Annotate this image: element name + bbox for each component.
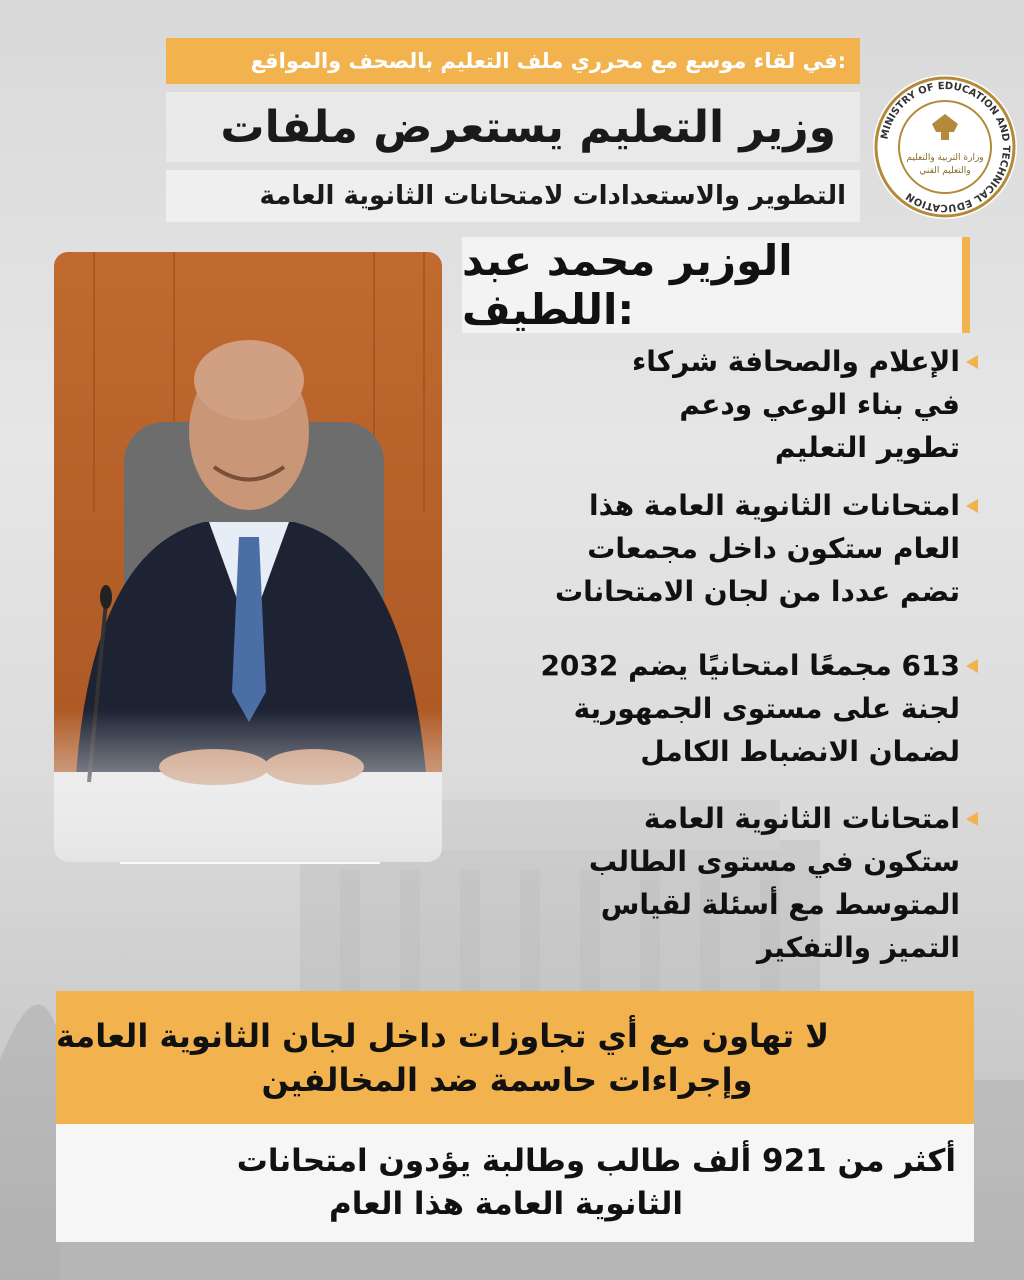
- warning-line: وإجراءات حاسمة ضد المخالفين: [261, 1060, 753, 1099]
- header-kicker-banner: [166, 38, 860, 84]
- page-subtitle: التطوير والاستعدادات لامتحانات الثانوية العامة: [259, 181, 846, 211]
- ministry-seal-logo: [870, 72, 1020, 222]
- minister-label-box: [462, 237, 970, 333]
- svg-text:MINISTRY OF EDUCATION AND TECH: MINISTRY OF EDUCATION AND TECHNICAL EDUCATION: [879, 80, 1012, 214]
- bullet-item: [470, 484, 960, 613]
- svg-text:والتعليم الفني: والتعليم الفني: [919, 166, 971, 176]
- bullet-line: التميز والتفكير: [756, 931, 960, 964]
- bullet-line: امتحانات الثانوية العامة: [643, 802, 960, 835]
- bullet-arrow-icon: [966, 499, 978, 513]
- title-box: [166, 92, 860, 162]
- stat-box: [56, 1124, 974, 1242]
- bullet-line: تضم عددا من لجان الامتحانات: [554, 575, 960, 608]
- subtitle-box: [166, 170, 860, 222]
- bullet-line: تطوير التعليم: [774, 431, 960, 464]
- stat-line: الثانوية العامة هذا العام: [329, 1186, 684, 1222]
- bullet-arrow-icon: [966, 659, 978, 673]
- warning-line: لا تهاون مع أي تجاوزات داخل لجان الثانوية العامة: [56, 1016, 830, 1055]
- bullet-arrow-icon: [966, 812, 978, 826]
- bullet-arrow-icon: [966, 355, 978, 369]
- bullet-line: 613 مجمعًا امتحانيًا يضم 2032: [540, 649, 960, 682]
- bullet-line: الإعلام والصحافة شركاء: [631, 345, 960, 378]
- bullet-line: العام ستكون داخل مجمعات: [587, 532, 960, 565]
- bullet-item: [470, 340, 960, 469]
- bullet-item: [470, 644, 960, 773]
- minister-accent-bar: [962, 237, 970, 333]
- bullet-line: لضمان الانضباط الكامل: [640, 735, 960, 768]
- header-kicker: في لقاء موسع مع محرري ملف التعليم بالصحف والمواقع:: [250, 49, 846, 73]
- bullet-line: امتحانات الثانوية العامة هذا: [588, 489, 960, 522]
- photo-underline-divider: [120, 862, 380, 864]
- warning-box: [56, 991, 974, 1124]
- stat-line: أكثر من 921 ألف طالب وطالبة يؤدون امتحانات: [236, 1143, 956, 1179]
- minister-photo: [54, 252, 442, 862]
- bullet-line: لجنة على مستوى الجمهورية: [573, 692, 960, 725]
- page-title: وزير التعليم يستعرض ملفات: [220, 101, 836, 153]
- bullet-item: [470, 797, 960, 969]
- bullet-line: ستكون في مستوى الطالب: [588, 845, 960, 878]
- bullet-line: في بناء الوعي ودعم: [679, 388, 960, 421]
- svg-text:وزارة التربية والتعليم: وزارة التربية والتعليم: [906, 153, 984, 163]
- minister-label: الوزير محمد عبد اللطيف:: [462, 236, 793, 334]
- bullet-line: المتوسط مع أسئلة لقياس: [600, 888, 960, 921]
